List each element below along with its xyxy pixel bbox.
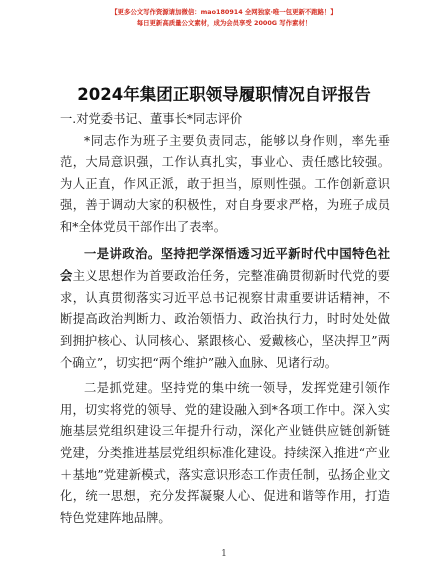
paragraph-politics-rest: 主义思想作为首要政治任务，完整准确贯彻新时代党的要求，认真贯彻落实习近平总书记视察甘肃重要讲话精神，不断提高政治判断力、政治领悟力、政治执行力，时时处处做到拥护核心、认同核心、紧跟核心、爱戴核心，坚决捍卫”两个确立”，切实把“两个维护”融入血脉、见诸行动。: [60, 269, 390, 370]
promo-banner: [0, 7, 448, 29]
promo-banner-line-1: 【更多公文写作资源请加微信：mao180914 全网独家·唯一包更新不跑路！】: [111, 8, 337, 16]
paragraph-politics-lead: 一是讲政治。: [84, 245, 161, 261]
section-heading: 一.对党委书记、董事长*同志评价: [60, 112, 243, 126]
paragraph-evaluation: *同志作为班子主要负责同志，能够以身作则，率先垂范，大局意识强，工作认真扎实，事业心、责任感比较强。为人正直，作风正派，敢于担当，原则性强。工作创新意识强，善于调动大家的积极性，对自身要求严格，为班子成员和*全体党员干部作出了表率。: [60, 133, 390, 234]
page-number: 1: [221, 549, 227, 559]
promo-banner-line-2: 每日更新高质量公文素材，成为会员享受 2000G 写作素材！: [136, 19, 312, 27]
paragraph-politics-bold: 坚持把学深悟透习近平新时代中国特色社会: [60, 245, 390, 284]
paragraph-party-building: 二是抓党建。坚持党的集中统一领导，发挥党建引领作用，切实将党的领导、党的建设融入到*各项工作中。深入实施基层党组织建设三年提升行动，深化产业链供应链创新链党建，分类推进基层党组织标准化建设。持续深入推进“产业＋基地”党建新模式，落实意识形态工作责任制，弘扬企业文化，统一思想，充分发挥凝聚人心、促进和谐等作用，打造特色党建阵地品牌。: [60, 381, 390, 525]
document-body: [60, 109, 390, 529]
document-title: 2024年集团正职领导履职情况自评报告: [77, 85, 371, 104]
paragraph-politics: [60, 243, 390, 375]
